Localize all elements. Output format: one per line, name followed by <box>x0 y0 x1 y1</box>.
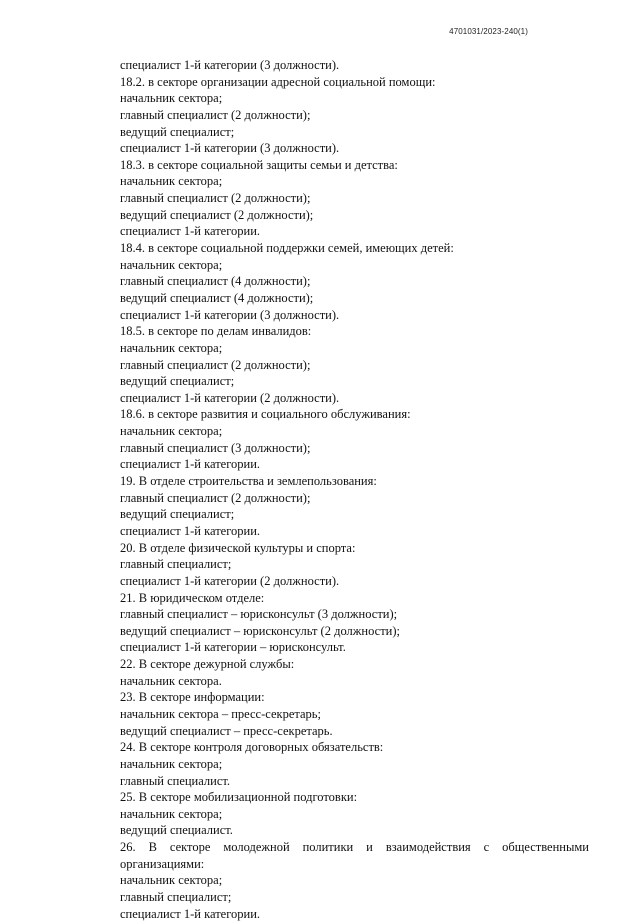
section-heading-justified <box>0 839 640 856</box>
list-line: главный специалист (3 должности); <box>120 440 311 455</box>
list-line: начальник сектора; <box>120 424 223 439</box>
list-line: специалист 1-й категории (3 должности). <box>120 307 340 322</box>
section-heading: 18.6. в секторе развития и социального обслуживания: <box>120 407 411 422</box>
heading-word: молодежной <box>223 840 290 855</box>
list-line: специалист 1-й категории (2 должности). <box>120 390 340 405</box>
list-line: начальник сектора; <box>120 340 223 355</box>
heading-word: и <box>366 840 373 855</box>
section-heading: 22. В секторе дежурной службы: <box>120 657 295 672</box>
list-line: главный специалист. <box>120 773 231 788</box>
list-line: начальник сектора; <box>120 873 223 888</box>
list-line: ведущий специалист (2 должности); <box>120 207 314 222</box>
list-line: ведущий специалист; <box>120 374 235 389</box>
list-line: специалист 1-й категории. <box>120 906 261 921</box>
heading-word: политики <box>302 840 354 855</box>
section-heading: 21. В юридическом отделе: <box>120 590 265 605</box>
list-line: главный специалист (2 должности); <box>120 191 311 206</box>
list-line: главный специалист (2 должности); <box>120 357 311 372</box>
section-heading: 18.3. в секторе социальной защиты семьи и детства: <box>120 157 398 172</box>
list-line: специалист 1-й категории. <box>120 224 261 239</box>
list-line: специалист 1-й категории. <box>120 523 261 538</box>
section-heading: 18.2. в секторе организации адресной социальной помощи: <box>120 74 436 89</box>
section-heading: 20. В отделе физической культуры и спорта: <box>120 540 356 555</box>
section-heading-continuation: организациями: <box>120 856 205 871</box>
section-heading: 18.4. в секторе социальной поддержки семей, имеющих детей: <box>120 241 454 256</box>
list-line: специалист 1-й категории (2 должности). <box>120 573 340 588</box>
heading-word: общественными <box>502 840 589 855</box>
heading-word: с <box>483 840 490 855</box>
list-line: главный специалист (2 должности); <box>120 107 311 122</box>
heading-word: В <box>148 840 157 855</box>
list-line: ведущий специалист; <box>120 507 235 522</box>
list-line: начальник сектора – пресс-секретарь; <box>120 706 321 721</box>
list-line: ведущий специалист (4 должности); <box>120 290 314 305</box>
document-body <box>0 57 640 922</box>
section-heading: 19. В отделе строительства и землепользования: <box>120 474 377 489</box>
list-line: ведущий специалист – юрисконсульт (2 должности); <box>120 623 400 638</box>
list-line: ведущий специалист. <box>120 823 233 838</box>
list-line: главный специалист; <box>120 557 232 572</box>
list-line: начальник сектора; <box>120 756 223 771</box>
list-line: начальник сектора. <box>120 673 222 688</box>
list-line: начальник сектора; <box>120 257 223 272</box>
heading-word: 26. <box>120 840 136 855</box>
list-line: главный специалист (2 должности); <box>120 490 311 505</box>
list-line: ведущий специалист; <box>120 124 235 139</box>
section-heading: 24. В секторе контроля договорных обязательств: <box>120 740 384 755</box>
list-line: специалист 1-й категории (3 должности). <box>120 141 340 156</box>
list-line: специалист 1-й категории. <box>120 457 261 472</box>
list-line: начальник сектора; <box>120 91 223 106</box>
heading-word: взаимодействия <box>385 840 471 855</box>
heading-word: секторе <box>169 840 211 855</box>
list-line: главный специалист – юрисконсульт (3 должности); <box>120 607 398 622</box>
section-heading: 25. В секторе мобилизационной подготовки: <box>120 790 358 805</box>
document-number: 4701031/2023-240(1) <box>449 27 528 36</box>
list-line: ведущий специалист – пресс-секретарь. <box>120 723 333 738</box>
list-line: начальник сектора; <box>120 174 223 189</box>
list-line: специалист 1-й категории – юрисконсульт. <box>120 640 346 655</box>
list-line: начальник сектора; <box>120 806 223 821</box>
list-line: главный специалист (4 должности); <box>120 274 311 289</box>
list-line: главный специалист; <box>120 890 232 905</box>
section-heading: 23. В секторе информации: <box>120 690 265 705</box>
section-heading: 18.5. в секторе по делам инвалидов: <box>120 324 312 339</box>
list-line: специалист 1-й категории (3 должности). <box>120 58 340 72</box>
